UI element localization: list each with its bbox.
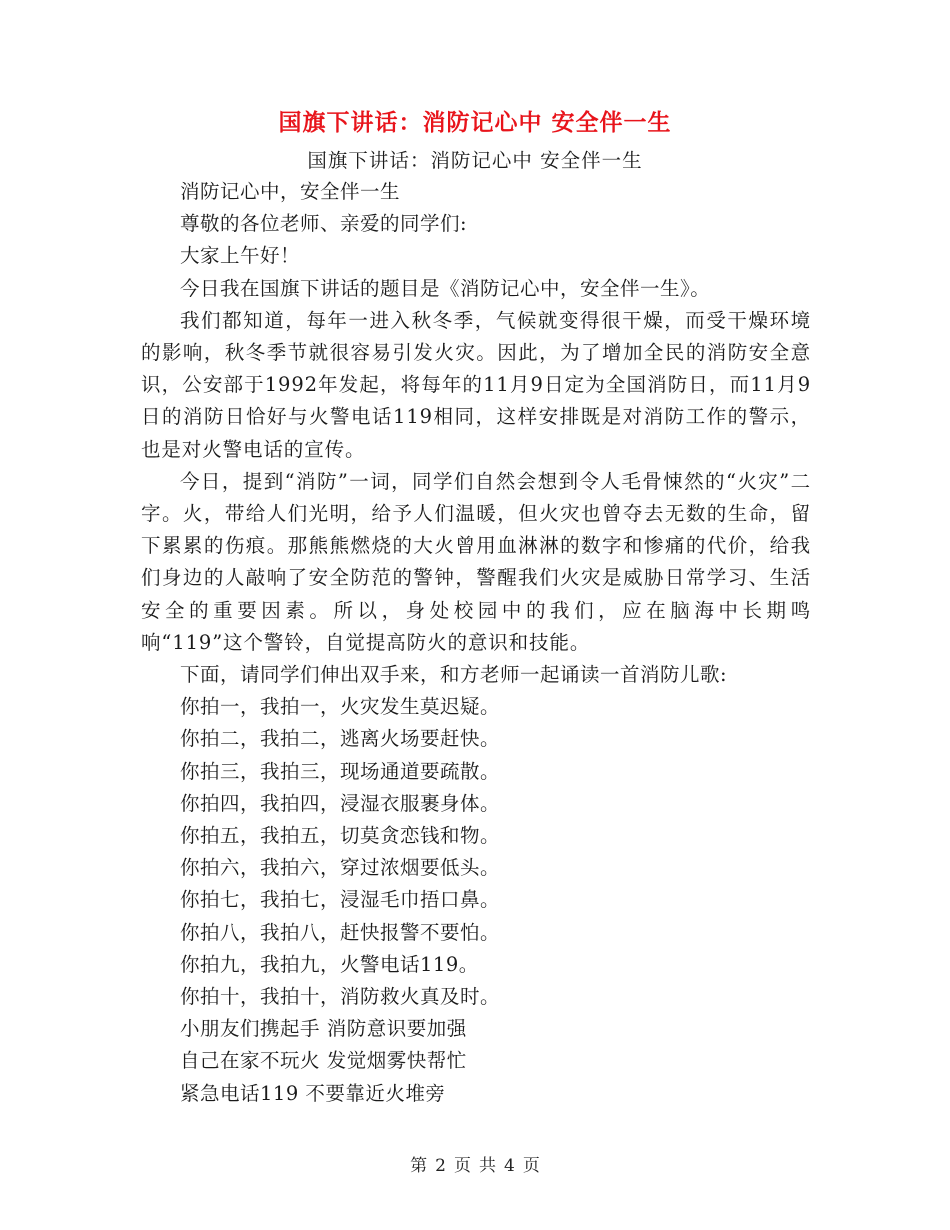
song-line: 自己在家不玩火 发觉烟雾快帮忙 <box>180 1049 467 1073</box>
song-line: 你拍十，我拍十，消防救火真及时。 <box>180 985 501 1009</box>
paragraph-greeting: 大家上午好！ <box>180 244 301 268</box>
song-line: 小朋友们携起手 消防意识要加强 <box>180 1017 467 1041</box>
paragraph-theme: 消防记心中，安全伴一生 <box>180 180 401 203</box>
footer-current-page: 2 <box>435 1156 446 1176</box>
song-line: 你拍六，我拍六，穿过浓烟要低头。 <box>180 856 501 880</box>
paragraph-topic: 今日我在国旗下讲话的题目是《消防记心中，安全伴一生》。 <box>180 276 711 300</box>
paragraph-fire-day: 我们都知道，每年一进入秋冬季，气候就变得很干燥，而受干燥环境的影响，秋冬季节就很容易引发火灾。因此，为了增加全民的消防安全意识，公安部于1992年发起，将每年的11月9日定为全国消防日，而11月9日的消防日恰好与火警电话119相同，这样安排既是对消防工作的警示，也是对火警电话的宣传。 <box>141 308 811 461</box>
song-line: 你拍七，我拍七，浸湿毛巾捂口鼻。 <box>180 888 501 912</box>
song-line: 你拍二，我拍二，逃离火场要赶快。 <box>180 727 501 751</box>
song-line: 你拍三，我拍三，现场通道要疏散。 <box>180 759 501 783</box>
document-title: 国旗下讲话：消防记心中 安全伴一生 <box>278 109 672 136</box>
paragraph-salutation: 尊敬的各位老师、亲爱的同学们: <box>180 212 468 236</box>
song-line: 紧急电话119 不要靠近火堆旁 <box>180 1081 446 1105</box>
footer-label-of: 页 <box>454 1156 471 1176</box>
footer-total-pages: 4 <box>504 1156 515 1176</box>
song-line: 你拍一，我拍一，火灾发生莫迟疑。 <box>180 695 501 719</box>
footer-label-total: 共 <box>479 1156 496 1176</box>
paragraph-fire-danger: 今日，提到“消防”一词，同学们自然会想到令人毛骨悚然的“火灾”二字。火，带给人们光明，给予人们温暖，但火灾也曾夺去无数的生命，留下累累的伤痕。那熊熊燃烧的大火曾用血淋淋的数字和惨痛的代价，给我们身边的人敲响了安全防范的警钟，警醒我们火灾是威胁日常学习、生活安全的重要因素。所以，身处校园中的我们，应在脑海中长期鸣响“119”这个警铃，自觉提高防火的意识和技能。 <box>141 469 811 654</box>
song-line: 你拍九，我拍九，火警电话119。 <box>180 952 479 976</box>
page-footer <box>0 1152 950 1180</box>
song-line: 你拍四，我拍四，浸湿衣服裹身体。 <box>180 791 501 815</box>
footer-label-page: 第 <box>410 1156 428 1176</box>
paragraph-song-intro: 下面，请同学们伸出双手来，和方老师一起诵读一首消防儿歌: <box>180 663 728 687</box>
document-subtitle: 国旗下讲话：消防记心中 安全伴一生 <box>307 149 643 172</box>
footer-label-end: 页 <box>522 1156 540 1176</box>
song-line: 你拍五，我拍五，切莫贪恋钱和物。 <box>180 824 501 848</box>
document-body <box>141 176 811 1110</box>
song-line: 你拍八，我拍八，赶快报警不要怕。 <box>180 920 501 944</box>
